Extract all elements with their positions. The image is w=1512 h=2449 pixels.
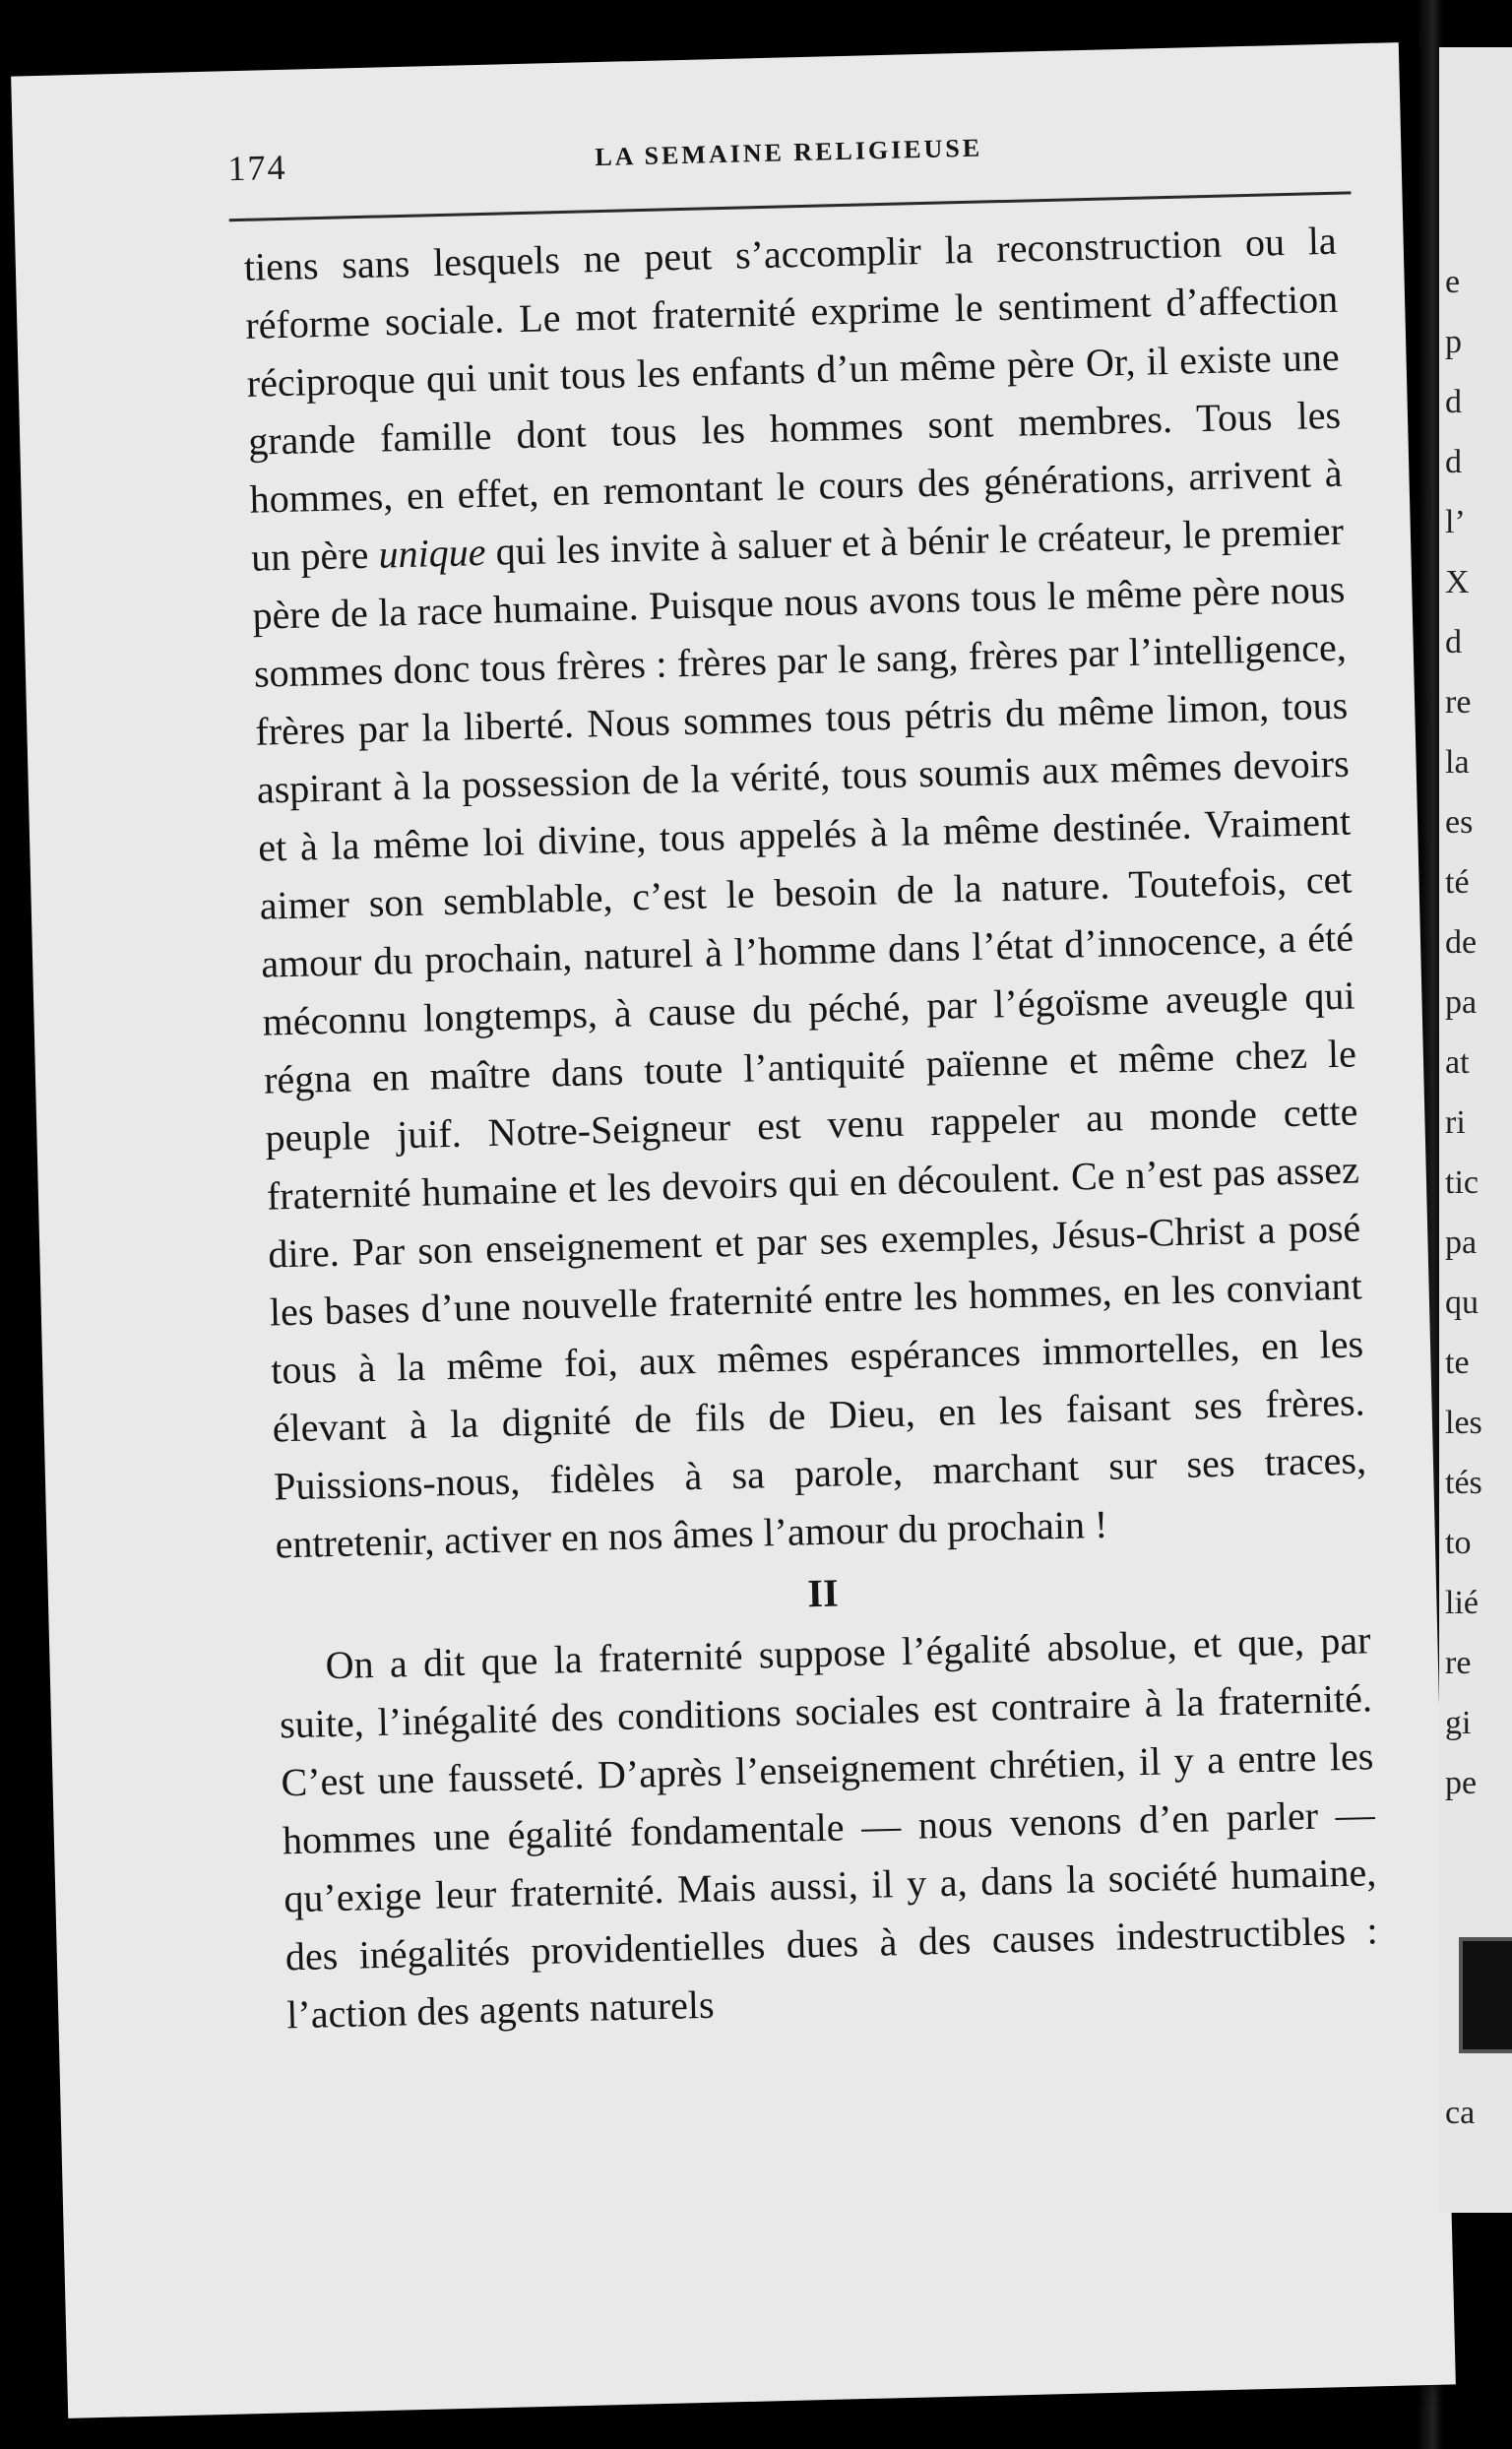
paragraph-1 [243,212,1368,1574]
paragraph-1-italic: unique [378,529,486,577]
running-head [227,120,1351,207]
neighbor-page-ornament [1459,1937,1512,2053]
journal-title: LA SEMAINE RELIGIEUSE [595,133,983,172]
body-text [243,212,1380,2044]
neighbor-fragment: ca [1445,2095,1476,2131]
neighbor-fragment: X [1445,564,1470,600]
neighbor-fragment: p [1445,324,1462,360]
page-number: 174 [227,147,287,189]
paragraph-1-rest: qui les invite à saluer et à bénir le créateur, le premier père de la race humaine. Puisque nous avons tous le même père nous sommes donc tous frères : frères par le sang, frères par l’intelligence, frères par la liberté. Nous sommes tous pétris du même limon, tous aspirant à la possession de la vérité, tous soumis aux mêmes devoirs et à la même loi divine, tous appelés à la même destinée. Vraiment aimer son semblable, c’est le besoin de la nature. Toutefois, cet amour du prochain, naturel à l’homme dans l’état d’innocence, a été méconnu longtemps, à cause du péché, par l’égoïsme aveugle qui régna en maître dans toute l’antiquité païenne et même chez le peuple juif. Notre-Seigneur est venu rappeler au monde cette fraternité humaine et les devoirs qui en découlent. Ce n’est pas assez dire. Par son enseignement et par ses exemples, Jésus-Christ a posé les bases d’une nouvelle fraternité entre les hommes, en les conviant tous à la même foi, aux mêmes espérances immortelles, en les élevant à la dignité de fils de Dieu, en les faisant ses frères. Puissions-nous, fidèles à sa parole, marchant sur ses traces, entretenir, activer en nos âmes l’amour du prochain ! [252,508,1367,1567]
neighbor-fragment: qu [1445,1285,1479,1321]
neighbor-fragment: ri [1445,1104,1466,1141]
neighbor-fragment: te [1445,1345,1470,1381]
paragraph-2: On a dit que la fraternité suppose l’égalité absolue, et que, par suite, l’inégalité des conditions sociales est contraire à la fraternité. C’est une fausseté. D’après l’enseignement chrétien, il y a entre les hommes une égalité fondamentale — nous venons d’en parler — qu’exige leur fraternité. Mais aussi, il y a, dans la société humaine, des inégalités providentielles dues à des causes indestructibles : l’action des agents naturels [279,1617,1379,2038]
neighbor-fragment: e [1445,264,1461,300]
neighbor-fragment: la [1445,744,1470,781]
neighbor-fragment: d [1445,384,1462,420]
neighbor-page-edge [1439,47,1512,2213]
neighbor-fragment: es [1445,804,1474,841]
neighbor-fragment: tés [1445,1465,1482,1501]
neighbor-fragment: d [1445,624,1462,660]
section-numeral: II [806,1570,840,1616]
book-page [11,42,1456,2418]
neighbor-fragment: re [1445,684,1472,721]
neighbor-fragment: d [1445,444,1462,480]
neighbor-fragment: pa [1445,984,1478,1021]
neighbor-fragment: té [1445,864,1470,901]
neighbor-fragment: de [1445,924,1478,961]
neighbor-fragment: gi [1445,1705,1472,1741]
neighbor-fragment: lié [1445,1585,1479,1621]
neighbor-fragment: pa [1445,1224,1478,1261]
neighbor-fragment: re [1445,1645,1472,1681]
neighbor-fragment: at [1445,1044,1470,1081]
neighbor-fragment: l’ [1445,504,1466,540]
neighbor-fragment: les [1445,1405,1482,1441]
neighbor-fragment: to [1445,1525,1472,1561]
paragraph-1-text: tiens sans lesquels ne peut s’accomplir la reconstruction ou la réforme sociale. Le mot fraternité exprime le sentiment d’affection réciproque qui unit tous les enfants d’un même père Or, il existe une grande famille dont tous les hommes sont membres. Tous les hommes, en effet, en remontant le cours des générations, arrivent à un père [243,218,1343,580]
neighbor-fragment: pe [1445,1765,1478,1801]
neighbor-fragment: tic [1445,1164,1479,1201]
